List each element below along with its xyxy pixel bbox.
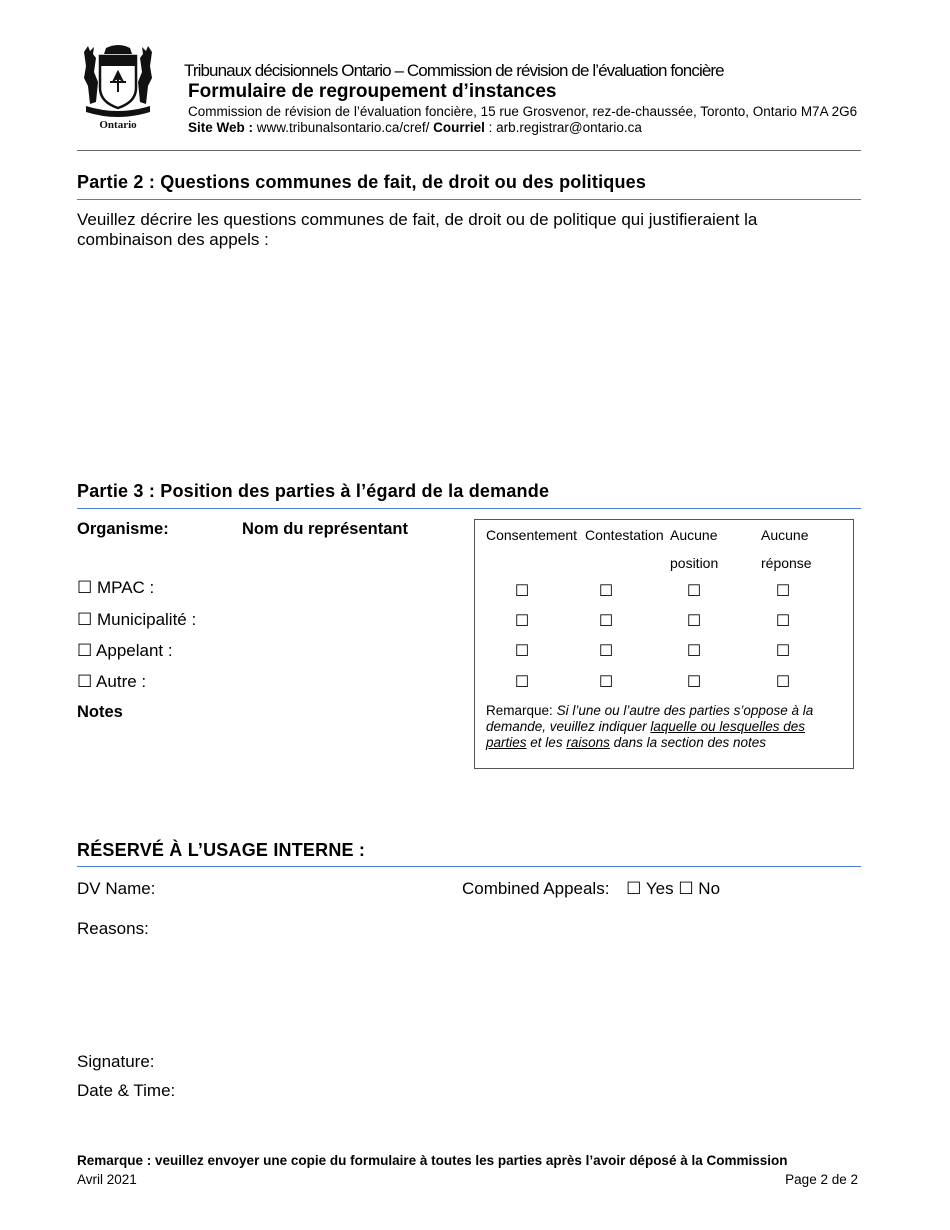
contact-line: [188, 120, 642, 135]
consent-header: Consentement: [486, 527, 578, 543]
email-label: Courriel: [433, 120, 485, 135]
position-remark: [486, 703, 836, 751]
address-line: Commission de révision de l’évaluation foncière, 15 rue Grosvenor, rez-de-chaussée, Toronto, Ontario M7A 2G6: [188, 104, 858, 119]
part3-divider: [77, 508, 861, 509]
combined-yes-label: Yes: [645, 879, 674, 898]
part2-instructions: [77, 210, 867, 250]
remark-text-2: et les: [530, 735, 563, 750]
remark-underlined-parties: laquelle ou lesquelles des parties: [486, 719, 805, 750]
other-no-position-checkbox[interactable]: ☐: [686, 674, 702, 691]
other-contest-checkbox[interactable]: ☐: [598, 674, 614, 691]
appellant-no-response-checkbox[interactable]: ☐: [775, 643, 791, 660]
combined-no-label: No: [698, 879, 721, 898]
header-divider: [77, 150, 861, 151]
appellant-no-position-checkbox[interactable]: ☐: [686, 643, 702, 660]
reasons-label: Reasons:: [77, 919, 149, 938]
page-number: Page 2 de 2: [785, 1172, 858, 1187]
dv-name-label: DV Name:: [77, 879, 156, 898]
no-position-header: [670, 521, 718, 577]
other-label: Autre :: [96, 672, 147, 691]
mpac-consent-checkbox[interactable]: ☐: [514, 583, 530, 600]
municipality-no-response-checkbox[interactable]: ☐: [775, 613, 791, 630]
logo-wordmark: Ontario: [99, 119, 137, 130]
internal-divider: [77, 866, 861, 867]
part2-instruction-line2: combinaison des appels :: [77, 230, 269, 249]
footer-note: Remarque : veuillez envoyer une copie du formulaire à toutes les parties après l’avoir déposé à la Commission: [77, 1153, 788, 1168]
part2-answer-area[interactable]: [77, 256, 861, 456]
representative-column-header: Nom du représentant: [242, 520, 408, 538]
municipality-checkbox[interactable]: ☐: [77, 610, 93, 629]
combined-appeals-row: [462, 879, 720, 899]
notes-label: Notes: [77, 703, 123, 721]
no-response-line1: Aucune: [761, 527, 809, 543]
mpac-no-position-checkbox[interactable]: ☐: [686, 583, 702, 600]
ontario-coat-of-arms-logo: [78, 42, 158, 130]
no-position-line1: Aucune: [670, 527, 718, 543]
web-link[interactable]: www.tribunalsontario.ca/cref/: [256, 120, 430, 135]
appellant-contest-checkbox[interactable]: ☐: [598, 643, 614, 660]
organization-column-header: Organisme:: [77, 520, 169, 538]
mpac-checkbox[interactable]: ☐: [77, 578, 93, 597]
mpac-contest-checkbox[interactable]: ☐: [598, 583, 614, 600]
part2-title: Partie 2 : Questions communes de fait, de droit ou des politiques: [77, 172, 647, 192]
appellant-consent-checkbox[interactable]: ☐: [514, 643, 530, 660]
signature-label: Signature:: [77, 1052, 155, 1071]
org-row-municipality: [77, 610, 196, 630]
coat-of-arms-icon: [78, 42, 158, 130]
combined-yes-checkbox[interactable]: ☐: [626, 879, 642, 898]
no-position-line2: position: [670, 555, 719, 571]
other-consent-checkbox[interactable]: ☐: [514, 674, 530, 691]
remark-text-3: dans la section des notes: [613, 735, 766, 750]
part2-divider: [77, 199, 861, 200]
other-checkbox[interactable]: ☐: [77, 672, 93, 691]
appellant-checkbox[interactable]: ☐: [77, 641, 93, 660]
municipality-label: Municipalité :: [96, 610, 197, 629]
date-time-label: Date & Time:: [77, 1081, 176, 1100]
combined-appeals-label: Combined Appeals:: [462, 879, 610, 898]
part3-title: Partie 3 : Position des parties à l’égard de la demande: [77, 481, 550, 501]
no-response-line2: réponse: [761, 555, 812, 571]
part2-instruction-line1: Veuillez décrire les questions communes de fait, de droit ou de politique qui justifieraient la: [77, 210, 758, 229]
organization-name: Tribunaux décisionnels Ontario – Commission de révision de l’évaluation foncière: [184, 61, 724, 80]
other-no-response-checkbox[interactable]: ☐: [775, 674, 791, 691]
mpac-label: MPAC :: [96, 578, 155, 597]
org-row-appellant: [77, 641, 173, 661]
email-link[interactable]: : arb.registrar@ontario.ca: [488, 120, 642, 135]
appellant-label: Appelant :: [96, 641, 173, 660]
combined-no-checkbox[interactable]: ☐: [678, 879, 694, 898]
internal-use-title: RÉSERVÉ À L’USAGE INTERNE :: [77, 840, 366, 860]
remark-text-1: Si l’une ou l’autre des parties s’oppose à la demande, veuillez indiquer: [486, 703, 814, 734]
municipality-consent-checkbox[interactable]: ☐: [514, 613, 530, 630]
web-label: Site Web :: [188, 120, 254, 135]
org-row-other: [77, 672, 146, 692]
municipality-no-position-checkbox[interactable]: ☐: [686, 613, 702, 630]
municipality-contest-checkbox[interactable]: ☐: [598, 613, 614, 630]
mpac-no-response-checkbox[interactable]: ☐: [775, 583, 791, 600]
remark-label: Remarque:: [486, 703, 553, 718]
footer-date: Avril 2021: [77, 1172, 137, 1187]
remark-underlined-reasons: raisons: [566, 735, 610, 750]
contest-header: Contestation: [585, 527, 664, 543]
no-response-header: [761, 521, 812, 577]
org-row-mpac: [77, 578, 154, 598]
form-title: Formulaire de regroupement d’instances: [188, 81, 557, 102]
